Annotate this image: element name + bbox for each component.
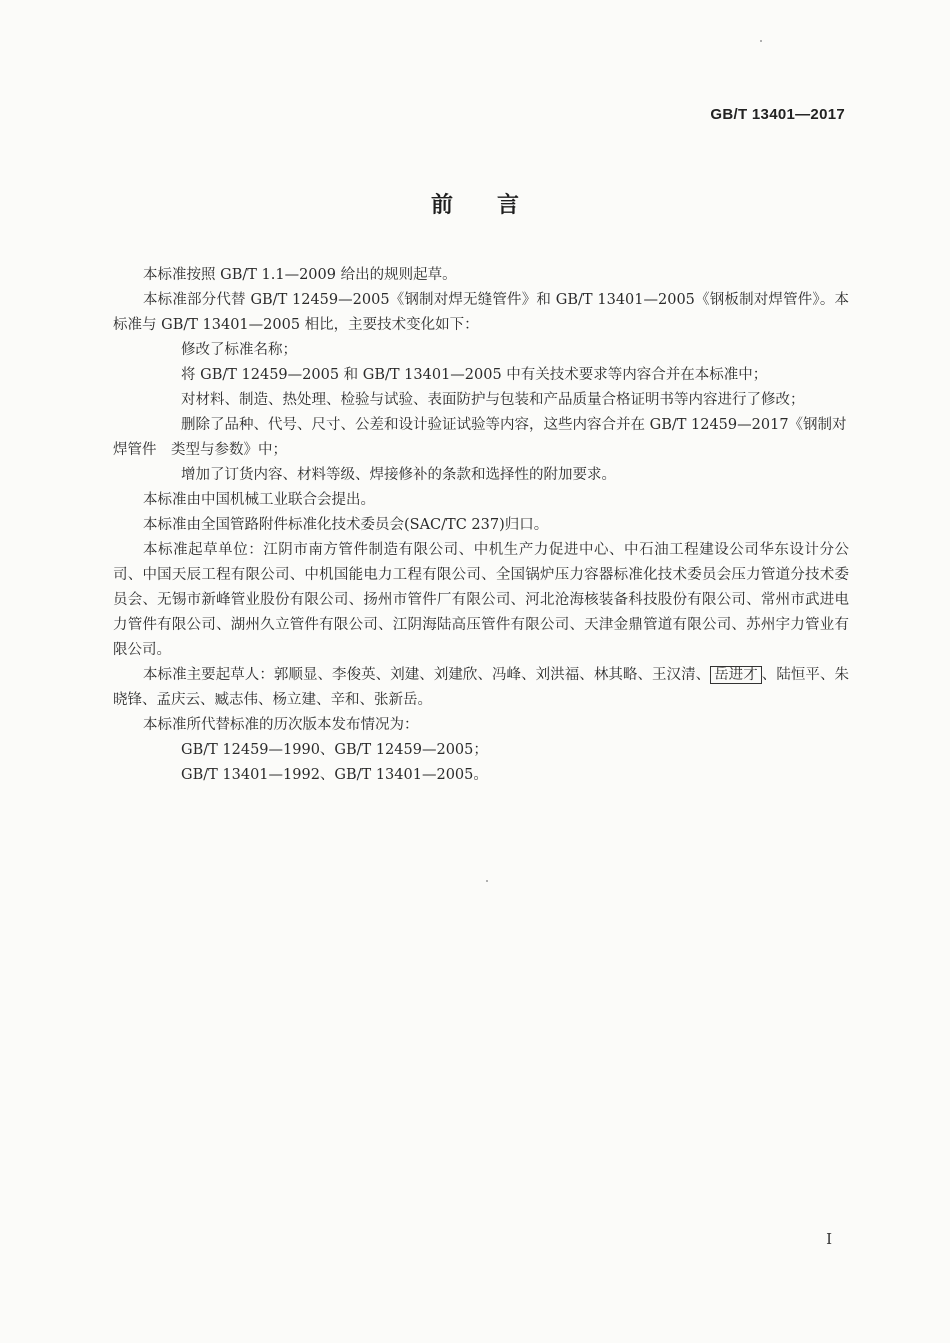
page-title: 前言 xyxy=(430,193,563,218)
paragraph-replacement: 本标准部分代替 GB/T 12459—2005《钢制对焊无缝管件》和 GB/T 13401—2005《钢板制对焊管件》。本标准与 GB/T 13401—2005 相比，主要技术变化如下： xyxy=(113,292,849,333)
paragraph-committee: 本标准由全国管路附件标准化技术委员会(SAC/TC 237)归口。 xyxy=(143,517,549,533)
scan-speck xyxy=(760,40,762,42)
paragraph-drafters xyxy=(113,663,849,713)
change-item: 对材料、制造、热处理、检验与试验、表面防护与包装和产品质量合格证明书等内容进行了修改； xyxy=(181,392,805,408)
change-item: 删除了品种、代号、尺寸、公差和设计验证试验等内容，这些内容合并在 GB/T 12459—2017《钢制对焊管件 类型与参数》中； xyxy=(113,417,847,458)
change-item: 增加了订货内容、材料等级、焊接修补的条款和选择性的附加要求。 xyxy=(181,467,616,483)
standard-number: GB/T 13401—2017 xyxy=(710,106,845,123)
scan-speck xyxy=(486,880,488,882)
history-item: GB/T 13401—1992、GB/T 13401—2005。 xyxy=(181,767,488,783)
change-item: 将 GB/T 12459—2005 和 GB/T 13401—2005 中有关技术要求等内容合并在本标准中； xyxy=(181,367,768,383)
page-number: I xyxy=(826,1230,832,1248)
paragraph-proposer: 本标准由中国机械工业联合会提出。 xyxy=(143,492,375,508)
change-item: 修改了标准名称； xyxy=(181,342,297,358)
drafters-text-b: 、陆恒平、朱晓锋、孟庆云、臧志伟、杨立建、辛和、张新岳。 xyxy=(113,667,850,708)
paragraph-history: 本标准所代替标准的历次版本发布情况为： xyxy=(143,717,419,733)
history-item: GB/T 12459—1990、GB/T 12459—2005； xyxy=(181,742,488,758)
drafters-text-a: 本标准主要起草人：郭顺显、李俊英、刘建、刘建欣、冯峰、刘洪福、林其略、王汉清、 xyxy=(143,667,711,683)
document-body xyxy=(113,263,849,788)
paragraph-drafting-rules: 本标准按照 GB/T 1.1—2009 给出的规则起草。 xyxy=(143,267,457,283)
drafter-boxed-name: 岳进才 xyxy=(710,666,762,684)
paragraph-drafting-units: 本标准起草单位：江阴市南方管件制造有限公司、中机生产力促进中心、中石油工程建设公司华东设计分公司、中国天辰工程有限公司、中机国能电力工程有限公司、全国锅炉压力容器标准化技术委员会压力管道分技术委员会、无锡市新峰管业股份有限公司、扬州市管件厂有限公司、河北沧海核装备科技股份有限公司、常州市武进电力管件有限公司、湖州久立管件有限公司、江阴海陆高压管件有限公司、天津金鼎管道有限公司、苏州宇力管业有限公司。 xyxy=(113,542,849,658)
